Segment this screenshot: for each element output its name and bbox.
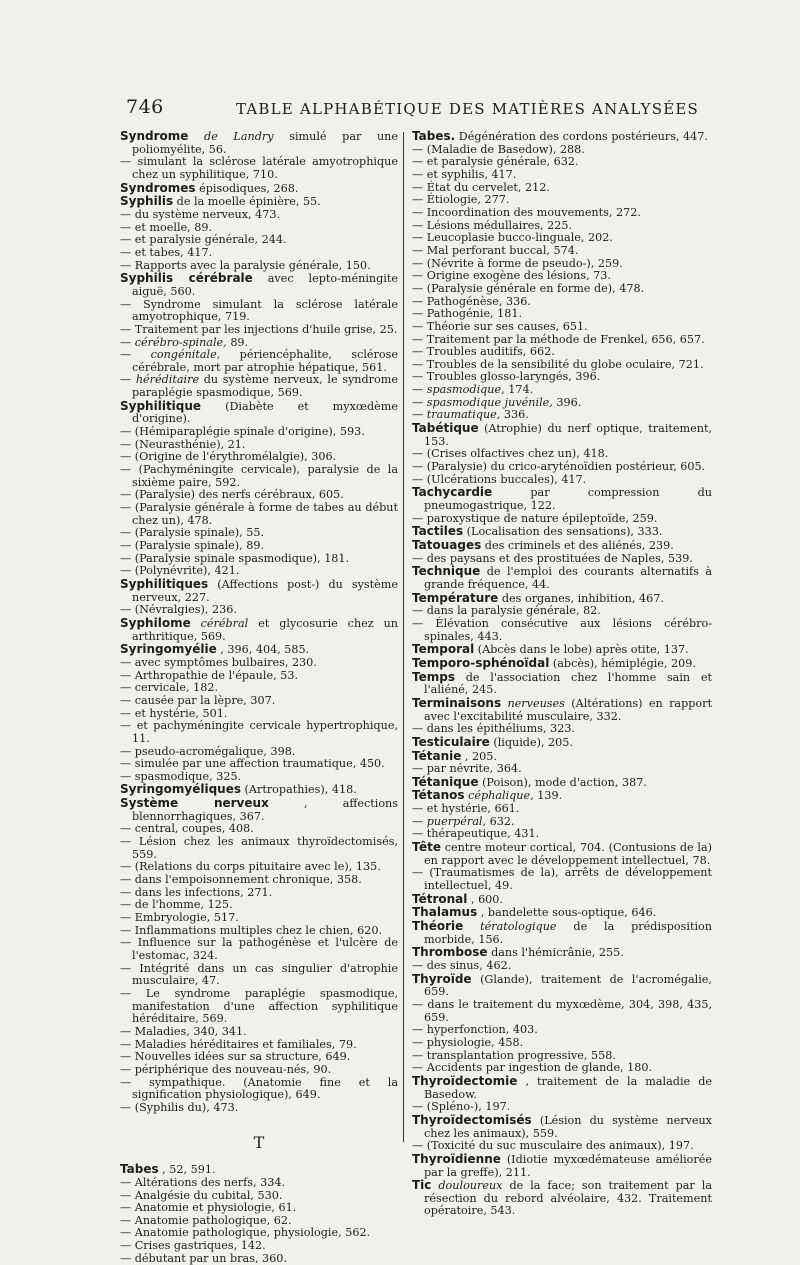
index-entry — [412, 1179, 712, 1218]
entry-text: — dans le traitement du myxœdème, 304, 398, 435, 659. — [412, 997, 712, 1024]
entry-text: 139. — [537, 789, 563, 803]
entry-text: , 52, 591. — [162, 1163, 216, 1177]
entry-text: — (Paralysie générale à forme de tabes au début chez un), 478. — [120, 501, 398, 527]
entry-text: (Altérations) en rapport avec l'excitabilité musculaire, 332. — [424, 696, 712, 723]
index-entry — [120, 182, 398, 196]
entry-text: — Syndrome simulant la sclérose latérale amyotrophique, 719. — [120, 297, 398, 324]
index-entry — [120, 643, 398, 657]
entry-headword: Tachycardie — [412, 485, 493, 500]
entry-text: et glycosurie chez un arthritique, 569. — [132, 616, 398, 643]
column-divider — [403, 132, 404, 1142]
entry-headword: Thrombose — [412, 945, 488, 960]
entry-text: — (Névralgies), 236. — [120, 603, 237, 617]
entry-text: — avec symptômes bulbaires, 230. — [120, 655, 317, 669]
entry-headword: Température — [412, 590, 499, 605]
index-entry — [120, 464, 398, 489]
entry-text: (Glande), traitement de l'acromégalie, 659. — [424, 972, 712, 999]
entry-text: — de l'homme, 125. — [120, 898, 233, 912]
right-column — [412, 130, 712, 1218]
entry-text: — Anatomie pathologique, physiologie, 562. — [120, 1226, 371, 1240]
entry-text: dans l'hémicrânie, 255. — [491, 946, 624, 960]
entry-text: de la moelle épinière, 55. — [176, 195, 321, 209]
entry-text: 336. — [503, 408, 529, 422]
index-entry — [412, 841, 712, 867]
entry-text: — Traitement par la méthode de Frenkel, 656, 657. — [412, 332, 705, 346]
entry-text: — hyperfonction, 403. — [412, 1023, 538, 1037]
entry-headword: Tatouages — [412, 538, 482, 552]
entry-text: , 396, 404, 585. — [220, 643, 310, 657]
index-entry — [120, 374, 398, 399]
entry-text: — et paralysie générale, 632. — [412, 155, 579, 169]
entry-headword: Tétronal — [412, 891, 468, 906]
index-entry — [412, 893, 712, 907]
index-entry — [120, 937, 398, 962]
index-entry — [120, 783, 398, 797]
entry-text: de l'emploi des courants alternatifs à grande fréquence, 44. — [424, 565, 713, 591]
entry-text: — et hystérie, 661. — [412, 802, 520, 816]
left-t-entries — [120, 1163, 398, 1265]
entry-text: — et moelle, 89. — [120, 220, 213, 234]
index-entry — [120, 272, 398, 298]
entry-text: — spasmodique, 325. — [120, 769, 242, 783]
entry-text: 632. — [489, 814, 515, 828]
entry-headword: Thyroïde — [412, 971, 472, 986]
entry-text: (Lésion du système nerveux chez les animaux), 559. — [424, 1113, 712, 1140]
index-entry — [412, 657, 712, 671]
page-number: 746 — [126, 96, 164, 118]
entry-text: des criminels et des aliénés, 239. — [484, 539, 674, 552]
entry-text: — simulant la sclérose latérale amyotrophique chez un syphilitique, 710. — [120, 155, 398, 181]
index-entry — [120, 836, 398, 861]
entry-text: épisodiques, 268. — [199, 181, 299, 195]
entry-headword: Tétanos — [412, 788, 465, 803]
index-entry — [412, 1075, 712, 1101]
index-entry — [412, 618, 712, 643]
entry-headword: Syringomyélie — [120, 642, 217, 657]
entry-text: — Anatomie et physiologie, 61. — [120, 1201, 297, 1215]
page-header — [126, 96, 736, 124]
entry-text: — Leucoplasie bucco-linguale, 202. — [412, 231, 613, 245]
entry-text: avec lepto-méningite aiguë, 560. — [132, 272, 398, 298]
entry-text: — transplantation progressive, 558. — [412, 1048, 616, 1062]
entry-headword: Syphilitique — [120, 398, 202, 413]
entry-text: — Lésion chez les animaux thyroïdectomisés, 559. — [120, 835, 398, 861]
index-entry — [412, 750, 712, 764]
entry-text: de la prédisposition morbide, 156. — [424, 920, 712, 946]
index-entry — [412, 1114, 712, 1140]
entry-headword: Système nerveux — [120, 796, 269, 811]
index-entry — [412, 643, 712, 657]
entry-headword: Tétanique — [412, 774, 479, 789]
entry-headword: Technique — [412, 564, 481, 579]
entry-text: — thérapeutique, 431. — [412, 827, 540, 841]
index-entry — [412, 867, 712, 892]
entry-headword: Terminaisons — [412, 695, 502, 710]
entry-text: — (Toxicité du suc musculaire des animaux), 197. — [412, 1139, 694, 1153]
entry-text: (abcès), hémiplégie, 209. — [552, 656, 696, 670]
entry-text: — Influence sur la pathogénèse et l'ulcère de l'estomac, 324. — [120, 936, 398, 962]
entry-text: — Troubles de la sensibilité du globe oculaire, 721. — [412, 357, 704, 371]
entry-text: , 205. — [464, 749, 497, 763]
index-entry — [120, 502, 398, 527]
entry-text: — Altérations des nerfs, 334. — [120, 1175, 286, 1189]
index-entry — [412, 539, 712, 553]
index-entry — [412, 999, 712, 1024]
entry-text: périencéphalite, sclérose cérébrale, mort par atrophie hépatique, 561. — [132, 348, 398, 374]
entry-italic: — traumatique, — [412, 408, 501, 422]
entry-headword: Tabétique — [412, 421, 479, 436]
entry-text: Dégénération des cordons postérieurs, 447. — [458, 130, 708, 143]
entry-text: — (Neurasthénie), 21. — [120, 437, 246, 451]
index-entry — [412, 697, 712, 723]
index-entry — [412, 973, 712, 999]
index-entry — [120, 617, 398, 643]
index-entry — [120, 988, 398, 1026]
entry-italic: céphalique, — [468, 789, 534, 803]
entry-headword: Tétanie — [412, 748, 462, 763]
entry-text: — Origine exogène des lésions, 73. — [412, 269, 611, 283]
entry-text: — et syphilis, 417. — [412, 167, 517, 181]
entry-italic: — cérébro-spinale, — [120, 335, 227, 349]
index-entry — [120, 1077, 398, 1102]
entry-text: 174. — [508, 383, 534, 397]
index-entry — [412, 130, 712, 144]
index-entry — [412, 776, 712, 790]
entry-text: — Incoordination des mouvements, 272. — [412, 205, 641, 219]
entry-text: — des sinus, 462. — [412, 959, 512, 972]
entry-text: — des paysans et des prostituées de Naples, 539. — [412, 551, 693, 565]
entry-text: (Localisation des sensations), 333. — [466, 525, 663, 539]
entry-italic: tératologique — [480, 920, 557, 934]
entry-text: — (Paralysie spinale spasmodique), 181. — [120, 551, 350, 565]
entry-text: — causée par la lèpre, 307. — [120, 693, 276, 707]
entry-text: — dans l'empoisonnement chronique, 358. — [120, 873, 362, 887]
entry-text: — (Névrite à forme de pseudo-), 259. — [412, 256, 623, 270]
entry-text: — État du cervelet, 212. — [412, 180, 550, 194]
index-entry — [120, 1253, 398, 1265]
entry-text: (Poison), mode d'action, 387. — [482, 775, 647, 789]
entry-text: — et pachyméningite cervicale hypertrophique, 11. — [120, 719, 398, 745]
entry-text: — et hystérie, 501. — [120, 706, 228, 720]
entry-text: — et tabes, 417. — [120, 245, 213, 259]
entry-text: du système nerveux, le syndrome paraplégie spasmodique, 569. — [132, 373, 398, 400]
entry-text: — du système nerveux, 473. — [120, 207, 281, 221]
entry-headword: Tabes. — [412, 129, 456, 143]
index-entry — [412, 1153, 712, 1179]
entry-headword: Tête — [412, 840, 441, 855]
index-entry — [412, 671, 712, 697]
index-entry — [412, 736, 712, 750]
entry-text: 89. — [230, 335, 249, 349]
entry-text: , 600. — [470, 892, 503, 906]
entry-text: — (Pachyméningite cervicale), paralysie de la sixième paire, 592. — [120, 463, 398, 489]
entry-text: (Artropathies), 418. — [244, 783, 357, 797]
entry-italic: de Landry — [204, 130, 274, 143]
entry-headword: Syringomyéliques — [120, 782, 241, 797]
entry-text: — Lésions médullaires, 225. — [412, 218, 573, 232]
entry-text: — Arthropathie de l'épaule, 53. — [120, 668, 298, 682]
entry-text: — Le syndrome paraplégie spasmodique, manifestation d'une affection syphilitique héréditaire, 569. — [120, 986, 398, 1026]
entry-text: , bandelette sous-optique, 646. — [480, 906, 657, 920]
entry-text: — Étiologie, 277. — [412, 193, 510, 207]
entry-italic: — puerpéral, — [412, 814, 487, 828]
entry-text: — Accidents par ingestion de glande, 180. — [412, 1061, 653, 1075]
entry-headword: Tactiles — [412, 524, 464, 539]
section-letter-t: T — [253, 1132, 265, 1152]
entry-text: (Diabète et myxœdème d'origine). — [132, 399, 398, 426]
index-entry — [120, 578, 398, 604]
entry-text: — par névrite, 364. — [412, 762, 522, 776]
entry-text: simulé par une poliomyélite, 56. — [132, 130, 398, 156]
entry-italic: — spasmodique, — [412, 383, 505, 397]
entry-text: — (Paralysie générale en forme de), 478. — [412, 281, 645, 295]
entry-headword: Syndromes — [120, 180, 196, 195]
entry-text: de la face; son traitement par la résection du rebord alvéolaire, 432. Traitement opératoire, 543. — [424, 1179, 712, 1218]
entry-text: — Élévation consécutive aux lésions cérébro-spinales, 443. — [412, 616, 712, 643]
entry-headword: Thyroïdienne — [412, 1151, 501, 1166]
entry-text: (Idiotie myxœdémateuse améliorée par la greffe), 211. — [424, 1152, 712, 1179]
entry-text: — dans la paralysie générale, 82. — [412, 604, 601, 618]
entry-text: — Théorie sur ses causes, 651. — [412, 319, 588, 333]
entry-text: — Embryologie, 517. — [120, 911, 239, 925]
entry-headword: Théorie — [412, 919, 464, 934]
index-entry — [120, 797, 398, 823]
index-entry — [412, 946, 712, 960]
index-entry — [412, 422, 712, 448]
entry-headword: Thyroïdectomie — [412, 1073, 518, 1088]
entry-text: — physiologie, 458. — [412, 1035, 524, 1049]
index-entry — [412, 565, 712, 591]
entry-text: de l'association chez l'homme sain et l'aliéné, 245. — [424, 670, 712, 697]
entry-text: — et paralysie générale, 244. — [120, 233, 287, 247]
index-entry — [412, 906, 712, 920]
entry-text: — (Crises olfactives chez un), 418. — [412, 447, 609, 461]
index-entry — [120, 156, 398, 181]
entry-headword: Syphilis cérébrale — [120, 271, 253, 286]
entry-text: — sympathique. (Anatomie fine et la signification physiologique), 649. — [120, 1075, 398, 1102]
entry-text: centre moteur cortical, 704. (Contusions de la) en rapport avec le développement intellectuel, 78. — [424, 841, 712, 867]
index-entry — [412, 828, 712, 841]
entry-text: — (Paralysie) des nerfs cérébraux, 605. — [120, 488, 344, 502]
entry-headword: Tabes — [120, 1162, 159, 1177]
index-entry — [120, 720, 398, 745]
entry-italic: douloureux — [438, 1179, 503, 1193]
index-entry — [412, 920, 712, 946]
left-entries — [120, 130, 398, 1115]
running-title: TABLE ALPHABÉTIQUE DES MATIÈRES ANALYSÉES — [236, 100, 699, 118]
entry-text: — Crises gastriques, 142. — [120, 1239, 266, 1253]
entry-text: (Abcès dans le lobe) après otite, 137. — [477, 643, 689, 657]
entry-text: — Mal perforant buccal, 574. — [412, 243, 579, 257]
entry-text: , affections blennorrhagiques, 367. — [132, 797, 399, 823]
entry-headword: Syphilis — [120, 194, 174, 209]
entry-text: 396. — [556, 395, 582, 409]
entry-text: (Atrophie) du nerf optique, traitement, 153. — [424, 422, 713, 448]
entry-headword: Thyroïdectomisés — [412, 1112, 532, 1127]
left-column — [120, 130, 398, 1265]
index-entry — [120, 349, 398, 374]
entry-text: — Troubles auditifs, 662. — [412, 345, 555, 359]
entry-headword: Temporal — [412, 642, 475, 657]
entry-text: — Inflammations multiples chez le chien, 620. — [120, 923, 383, 937]
entry-text: — simulée par une affection traumatique, 450. — [120, 757, 385, 771]
entry-text: — Traitement par les injections d'huile grise, 25. — [120, 322, 398, 336]
entry-text: — (Paralysie) du crico-aryténoïdien postérieur, 605. — [412, 460, 706, 474]
entry-headword: Thalamus — [412, 905, 478, 920]
index-entry — [412, 525, 712, 539]
index-entry — [120, 1163, 398, 1177]
entry-italic: — héréditaire — [120, 373, 200, 387]
entry-text: — Maladies héréditaires et familiales, 79. — [120, 1037, 357, 1051]
entry-headword: Syphilome — [120, 615, 191, 630]
entry-text: par compression du pneumogastrique, 122. — [424, 486, 712, 513]
entry-text: — (Spléno-), 197. — [412, 1100, 511, 1114]
entry-italic: cérébral — [200, 616, 249, 630]
entry-text: — débutant par un bras, 360. — [120, 1251, 287, 1265]
index-entry — [412, 592, 712, 606]
entry-text: — (Origine de l'érythromélalgie), 306. — [120, 450, 337, 464]
index-entry — [120, 299, 398, 324]
entry-text: — cervicale, 182. — [120, 681, 219, 695]
entry-text: — dans les épithéliums, 323. — [412, 722, 575, 736]
entry-text: , traitement de la maladie de Basedow. — [424, 1074, 712, 1101]
entry-text: — Pathogénie, 181. — [412, 307, 523, 321]
entry-headword: Syphilitiques — [120, 576, 209, 591]
entry-text: — (Hémiparaplégie spinale d'origine), 593. — [120, 425, 365, 439]
entry-text: — Analgésie du cubital, 530. — [120, 1188, 283, 1202]
entry-headword: Tic — [412, 1178, 432, 1193]
index-entry — [120, 130, 398, 156]
entry-text: — Anatomie pathologique, 62. — [120, 1213, 292, 1227]
entry-headword: Temporo-sphénoïdal — [412, 655, 550, 670]
index-entry — [412, 486, 712, 512]
entry-text: (Affections post-) du système nerveux, 227. — [132, 577, 398, 604]
entry-text: — paroxystique de nature épileptoïde, 259. — [412, 511, 658, 525]
index-entry — [120, 400, 398, 426]
entry-text: (liquide), 205. — [493, 735, 573, 749]
entry-text: — Nouvelles idées sur sa structure, 649. — [120, 1050, 351, 1064]
index-entry — [120, 963, 398, 988]
entry-text: — (Syphilis du), 473. — [120, 1100, 239, 1114]
entry-text: — (Paralysie spinale), 55. — [120, 526, 265, 540]
entry-text: — (Ulcérations buccales), 417. — [412, 472, 587, 486]
entry-italic: nerveuses — [507, 696, 565, 710]
entry-text: — Rapports avec la paralysie générale, 150. — [120, 258, 371, 272]
index-entry — [120, 195, 398, 209]
entry-text: — (Traumatismes de la), arrêts de développement intellectuel, 49. — [412, 866, 712, 893]
entry-text: — pseudo-acromégalique, 398. — [120, 744, 296, 758]
entry-headword: Syndrome — [120, 129, 189, 143]
entry-text: des organes, inhibition, 467. — [501, 591, 664, 605]
entry-text: — périphérique des nouveau-nés, 90. — [120, 1062, 332, 1076]
entry-text: — (Polynévrite), 421. — [120, 564, 240, 578]
entry-headword: Temps — [412, 669, 455, 684]
entry-text: — (Maladie de Basedow), 288. — [412, 142, 585, 156]
entry-text: — dans les infections, 271. — [120, 885, 273, 899]
entry-text: — Intégrité dans un cas singulier d'atrophie musculaire, 47. — [120, 961, 398, 988]
entry-headword: Testiculaire — [412, 734, 490, 749]
entry-text: — Pathogénèse, 336. — [412, 294, 531, 308]
index-entry — [412, 789, 712, 803]
right-entries — [412, 130, 712, 1218]
entry-italic: — spasmodique juvénile, — [412, 395, 553, 409]
entry-text: — central, coupes, 408. — [120, 822, 254, 836]
entry-text: — Troubles glosso-laryngés, 396. — [412, 370, 601, 384]
entry-text: — (Relations du corps pituitaire avec le), 135. — [120, 860, 381, 874]
entry-italic: — congénitale, — [120, 348, 221, 362]
entry-text: — (Paralysie spinale), 89. — [120, 539, 265, 552]
entry-text: — Maladies, 340, 341. — [120, 1024, 247, 1038]
index-entry — [120, 1102, 398, 1115]
